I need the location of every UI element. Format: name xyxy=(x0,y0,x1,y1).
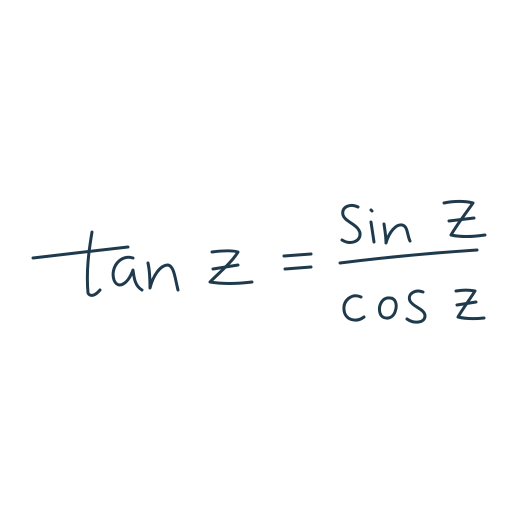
fraction-bar xyxy=(340,250,477,263)
handwritten-z-lhs xyxy=(210,251,252,284)
letter-o xyxy=(379,298,396,318)
letter-n-numerator xyxy=(384,224,410,243)
letter-t-stem xyxy=(87,232,100,295)
letter-a xyxy=(113,257,142,290)
letter-i-stem xyxy=(371,222,374,242)
handwritten-equals xyxy=(284,254,311,269)
letter-c xyxy=(344,296,364,320)
letter-s-denominator xyxy=(407,291,425,322)
letter-n xyxy=(148,263,178,290)
handwritten-tan xyxy=(33,232,178,295)
letter-t-crossbar xyxy=(33,247,128,258)
letter-i-dot xyxy=(371,210,372,211)
handwritten-z-numerator xyxy=(444,202,485,237)
handwritten-sin xyxy=(342,205,410,243)
letter-s-numerator xyxy=(342,205,360,242)
handwritten-z-denominator xyxy=(456,290,484,318)
handwritten-cos xyxy=(344,291,425,322)
